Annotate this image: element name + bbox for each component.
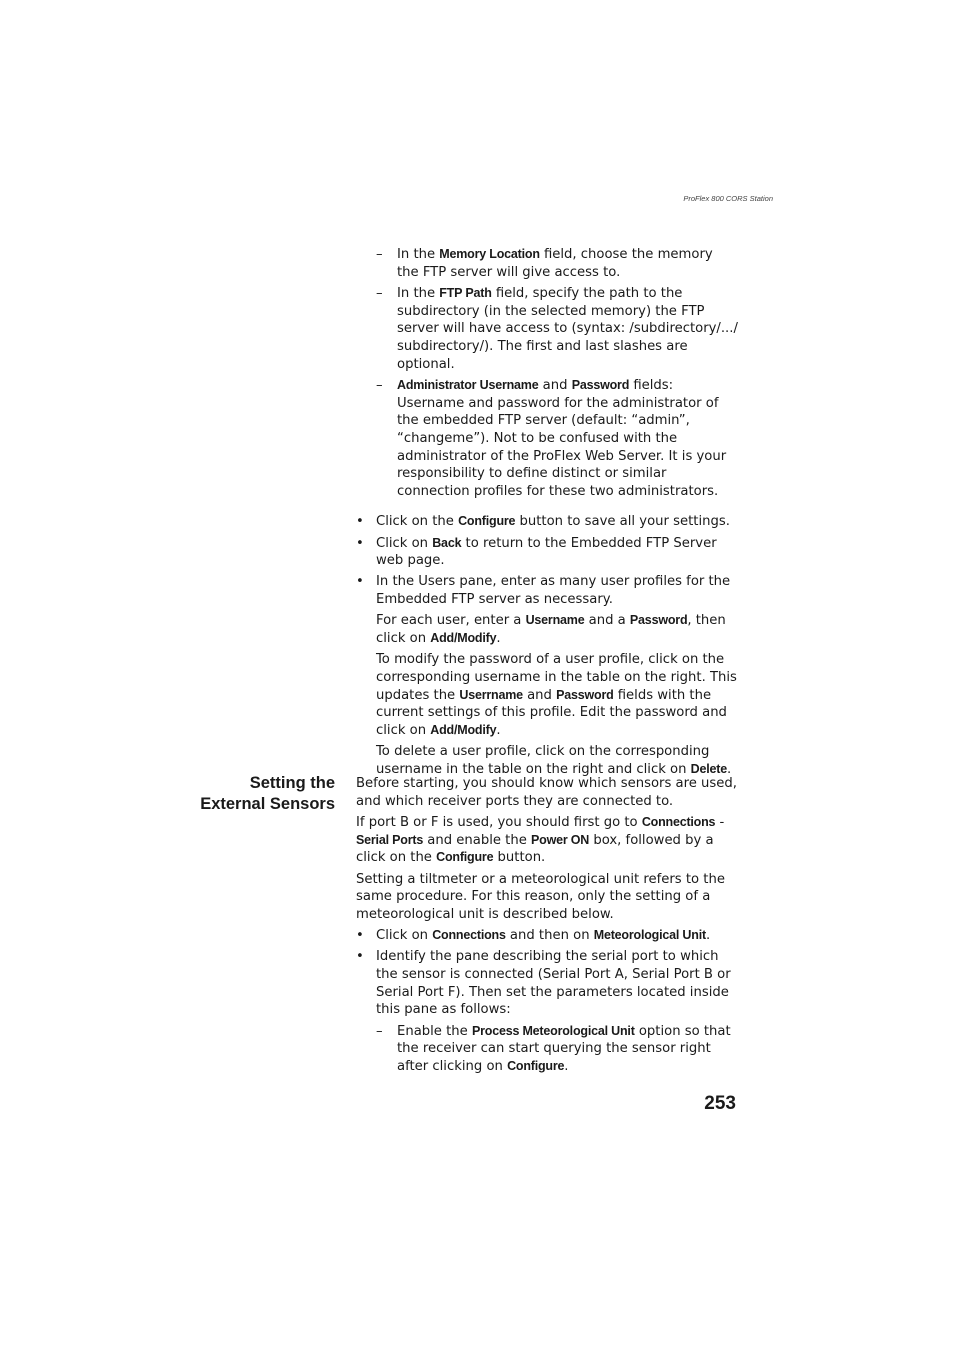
button-label-delete: Delete bbox=[690, 761, 727, 776]
field-label-ftp-path: FTP Path bbox=[439, 285, 492, 300]
field-label-memory-location: Memory Location bbox=[439, 247, 540, 261]
field-label-admin-password: Password bbox=[571, 377, 630, 392]
paragraph-delete-user: To delete a user profile, click on the corresponding username in the table on the right and click on Delete. bbox=[376, 744, 732, 777]
button-label-configure-2: Configure bbox=[436, 850, 494, 865]
menu-label-connections: Connections bbox=[641, 814, 716, 829]
list-item-process-meteo: – Enable the Process Meteorological Unit option so that the receiver can start querying the sensor right after clicking on Configure. bbox=[356, 1023, 738, 1076]
bullet-identify-pane: • Identify the pane describing the serial port to which the sensor is connected (Serial Port A, Serial Port B or Serial Port F). Then set the parameters located inside this pane as follows: bbox=[356, 948, 738, 1019]
section-heading-line-2: External Sensors bbox=[200, 795, 335, 813]
option-label-process-meteo: Process Meteorological Unit bbox=[471, 1023, 635, 1038]
paragraph-port-b-f: If port B or F is used, you should first go to Connections - Serial Ports and enable the Power ON box, followed by a click on the Configure button. bbox=[356, 814, 725, 866]
button-label-configure: Configure bbox=[458, 514, 516, 529]
page-number: 253 bbox=[704, 1093, 736, 1114]
button-label-add-modify: Add/Modify bbox=[430, 631, 497, 646]
bullet-back: • Click on Back to return to the Embedded FTP Server web page. bbox=[356, 535, 738, 570]
field-label-userrname: Userrname bbox=[459, 687, 523, 702]
paragraph-before-starting: Before starting, you should know which sensors are used, and which receiver ports they are connected to. bbox=[356, 776, 737, 809]
bullet-configure: • Click on the Configure button to save all your settings. bbox=[356, 513, 738, 531]
field-label-password: Password bbox=[629, 613, 688, 628]
field-label-admin-username: Administrator Username bbox=[397, 377, 539, 392]
button-label-add-modify-2: Add/Modify bbox=[430, 723, 497, 738]
option-label-power-on: Power ON bbox=[531, 832, 590, 847]
button-label-configure-3: Configure bbox=[507, 1059, 565, 1074]
section-heading-line-1: Setting the bbox=[249, 774, 335, 792]
procedure-body bbox=[356, 246, 738, 782]
running-header: ProFlex 800 CORS Station bbox=[683, 194, 773, 203]
paragraph-add-user: For each user, enter a Username and a Password, then click on Add/Modify. bbox=[376, 613, 726, 647]
button-label-back: Back bbox=[432, 535, 462, 550]
paragraph-modify-user: To modify the password of a user profile, click on the corresponding username in the table on the right. This updates the Userrname and Password fields with the current settings of this profile. Edit the password and click on Add/Modify. bbox=[376, 652, 737, 739]
list-item-ftp-path: – In the FTP Path field, specify the path to the subdirectory (in the selected memory) the FTP server will have access to (syntax: /subdirectory/.../ subdirectory/). The first and last slashes are optional. bbox=[356, 285, 738, 374]
list-item-memory-location: – In the Memory Location field, choose the memory the FTP server will give access to. bbox=[356, 246, 738, 281]
field-label-password-2: Password bbox=[556, 687, 614, 702]
field-label-username: Username bbox=[525, 613, 585, 628]
paragraph-tiltmeter: Setting a tiltmeter or a meteorological unit refers to the same procedure. For this reason, only the setting of a meteorological unit is described below. bbox=[356, 871, 725, 922]
section-heading bbox=[190, 773, 335, 815]
list-item-administrator: – Administrator Username and Password fields: Username and password for the administrator of the embedded FTP server (default: “admin”, “changeme”). Not to be confused with the administrator of the ProFlex Web Server. It is your responsibility to define distinct or similar connection profiles for these two administrators. bbox=[356, 377, 738, 501]
section-body bbox=[356, 775, 738, 1079]
menu-label-serial-ports: Serial Ports bbox=[356, 832, 424, 847]
bullet-connections-meteo: • Click on Connections and then on Meteorological Unit. bbox=[356, 927, 738, 945]
bullet-users-pane: • In the Users pane, enter as many user profiles for the Embedded FTP server as necessary. bbox=[356, 573, 738, 608]
menu-label-meteorological-unit: Meteorological Unit bbox=[593, 928, 706, 943]
menu-label-connections-2: Connections bbox=[432, 928, 506, 943]
